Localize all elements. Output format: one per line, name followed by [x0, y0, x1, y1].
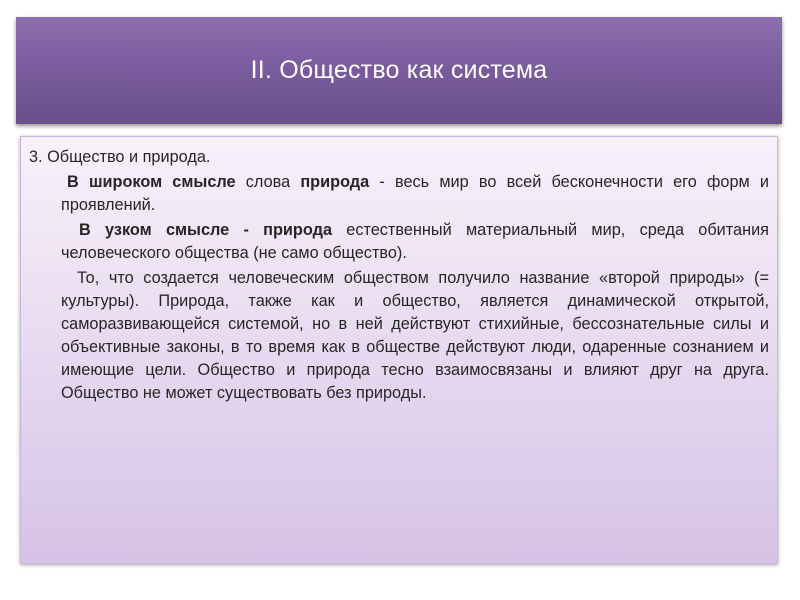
paragraph-narrow-text: естественный материальный мир, среда обитания человеческого общества (не само общество).: [61, 221, 769, 262]
paragraph-second-nature: То, что создается человеческим обществом получило название «второй природы» (= культуры). Природа, также как и общество, является динамической открытой, саморазвивающейся системой, но в ней действуют стихийные, бессознательные силы и объективные законы, в то время как в обществе действуют люди, одаренные сознанием и имеющие цели. Общество и природа тесно взаимосвязаны и влияют друг на друга. Общество не может существовать без природы.: [61, 269, 769, 402]
title-bar: [16, 17, 782, 124]
paragraph-broad-meaning: [29, 171, 769, 217]
term-broad: В широком смысле: [67, 173, 236, 191]
content-box: [20, 136, 778, 564]
slide-title: II. Общество как система: [250, 56, 548, 84]
content-text: [29, 146, 769, 405]
paragraph-broad-text: - весь мир во всей бесконечности его форм и проявлений.: [61, 173, 769, 214]
term-nature: природа: [300, 173, 370, 191]
section-heading: 3. Общество и природа.: [29, 148, 211, 166]
paragraph-broad-middle: слова: [235, 173, 301, 191]
paragraph-narrow-meaning: [29, 219, 769, 265]
term-narrow: В узком смысле - природа: [79, 221, 332, 239]
